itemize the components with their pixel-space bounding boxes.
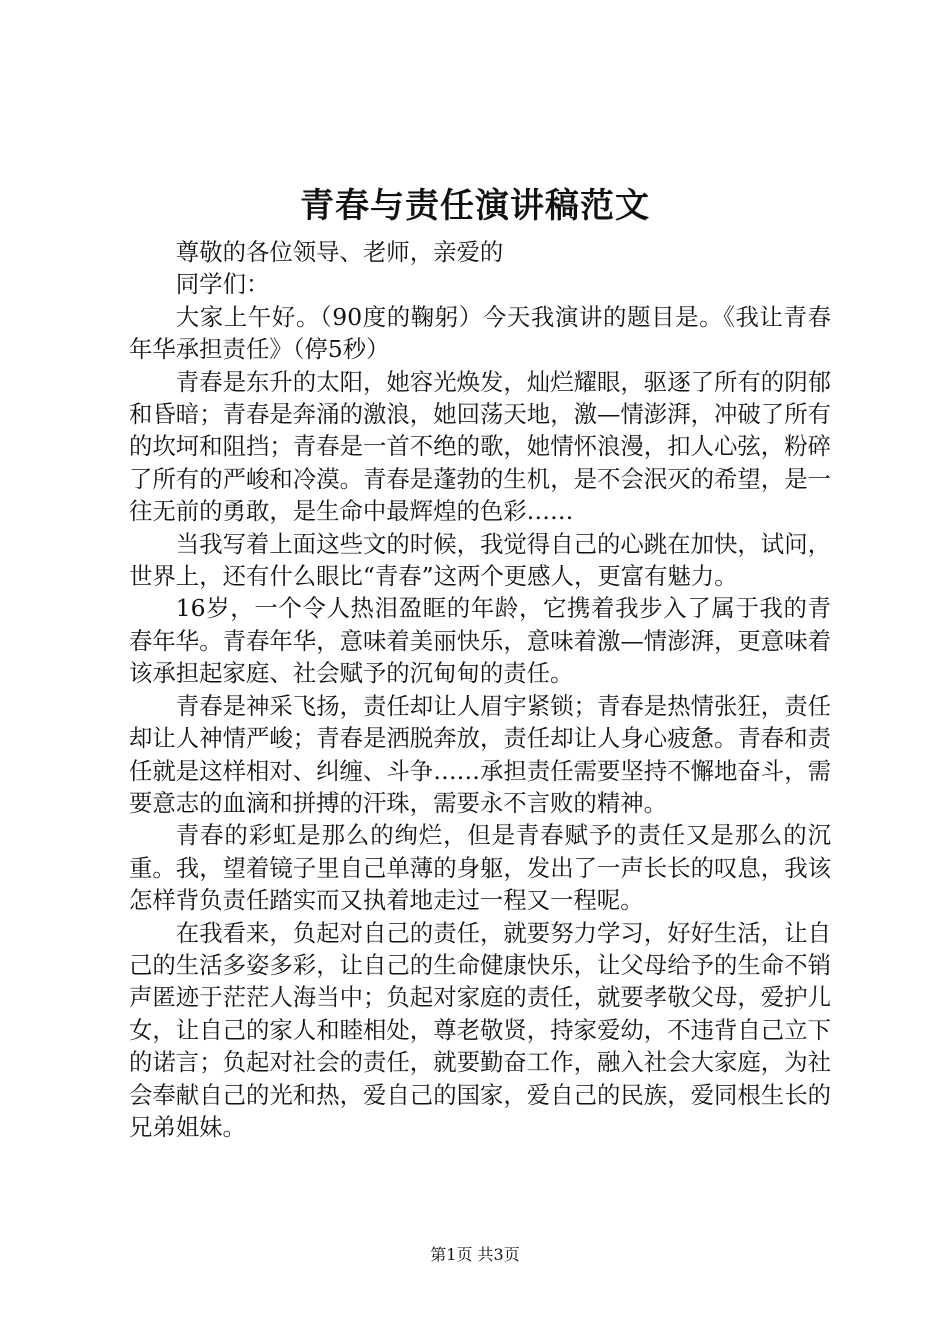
- document-body: [129, 236, 831, 1143]
- document-title: 青春与责任演讲稿范文: [300, 186, 650, 226]
- paragraph-youth-responsibility: 青春是神采飞扬，责任却让人眉宇紧锁；青春是热情张狂，责任却让人神情严峻；青春是洒脱奔放，责任却让人身心疲惫。青春和责任就是这样相对、纠缠、斗争……承担责任需要坚持不懈地奋斗，需要意志的血滴和拼搏的汗珠，需要永不言败的精神。: [129, 691, 831, 817]
- paragraph-writing: 当我写着上面这些文的时候，我觉得自己的心跳在加快，试问，世界上，还有什么眼比“青春”这两个更感人，更富有魅力。: [129, 529, 831, 591]
- page-number: 第1页 共3页: [430, 1245, 520, 1264]
- paragraph-salutation-1: 尊敬的各位领导、老师，亲爱的: [175, 238, 504, 266]
- paragraph-salutation-2: 同学们：: [175, 270, 270, 299]
- paragraph-greeting: 大家上午好。（90度的鞠躬）今天我演讲的题目是。《我让青春年华承担责任》（停5秒）: [129, 302, 831, 364]
- paragraph-sixteen: 16岁，一个令人热泪盈眶的年龄，它携着我步入了属于我的青春年华。青春年华，意味着美丽快乐，意味着激—情澎湃，更意味着该承担起家庭、社会赋予的沉甸甸的责任。: [129, 594, 831, 688]
- paragraph-youth-sun: 青春是东升的太阳，她容光焕发，灿烂耀眼，驱逐了所有的阴郁和昏暗；青春是奔涌的激浪，她回荡天地，激—情澎湃，冲破了所有的坎坷和阻挡；青春是一首不绝的歌，她情怀浪漫，扣人心弦，粉碎了所有的严峻和冷漠。青春是蓬勃的生机，是不会泯灭的希望，是一往无前的勇敢，是生命中最辉煌的色彩……: [129, 367, 831, 526]
- paragraph-rainbow: 青春的彩虹是那么的绚烂，但是青春赋予的责任又是那么的沉重。我，望着镜子里自己单薄的身躯，发出了一声长长的叹息，我该怎样背负责任踏实而又执着地走过一程又一程呢。: [129, 821, 831, 915]
- paragraph-in-my-view: 在我看来，负起对自己的责任，就要努力学习，好好生活，让自己的生活多姿多彩，让自己的生命健康快乐，让父母给予的生命不销声匿迹于茫茫人海当中；负起对家庭的责任，就要孝敬父母，爱护儿女，让自己的家人和睦相处，尊老敬贤，持家爱幼，不违背自己立下的诺言；负起对社会的责任，就要勤奋工作，融入社会大家庭，为社会奉献自己的光和热，爱自己的国家，爱自己的民族，爱同根生长的兄弟姐妹。: [129, 918, 831, 1141]
